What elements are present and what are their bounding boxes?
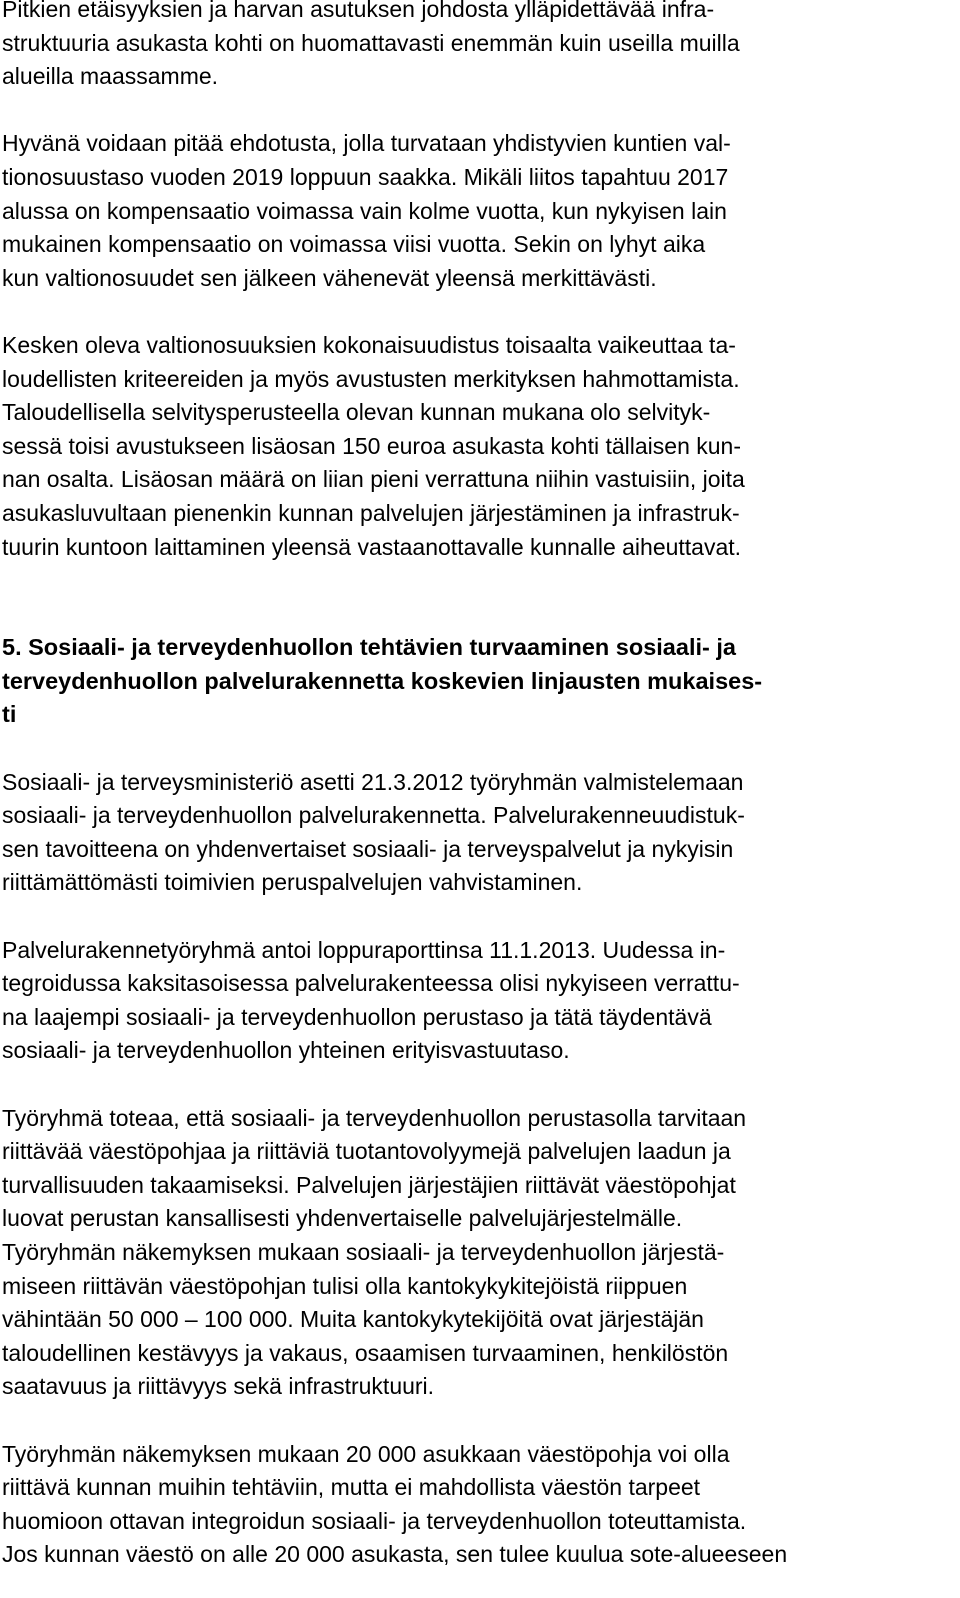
- text-line: na laajempi sosiaali- ja terveydenhuollon perustaso ja tätä täydentävä: [2, 1003, 712, 1030]
- text-line: huomioon ottavan integroidun sosiaali- ja terveydenhuollon toteuttamista.: [2, 1507, 747, 1534]
- text-line: struktuuria asukasta kohti on huomattavasti enemmän kuin useilla muilla: [2, 29, 740, 56]
- section-heading: [0, 631, 960, 732]
- text-line: riittävä kunnan muihin tehtäviin, mutta ei mahdollista väestön tarpeet: [2, 1474, 701, 1501]
- text-line: mukainen kompensaatio on voimassa viisi vuotta. Sekin on lyhyt aika: [2, 231, 706, 258]
- text-line: Jos kunnan väestö on alle 20 000 asukasta, sen tulee kuulua sote-alueeseen: [2, 1541, 788, 1568]
- text-line: Pitkien etäisyyksien ja harvan asutuksen johdosta ylläpidettävää infra-: [2, 0, 715, 22]
- text-line: sosiaali- ja terveydenhuollon yhteinen erityisvastuutaso.: [2, 1037, 570, 1064]
- paragraph-gap: [0, 1068, 960, 1102]
- paragraph: [0, 934, 960, 1068]
- paragraph-gap: [0, 900, 960, 934]
- text-line: Sosiaali- ja terveysministeriö asetti 21.3.2012 työryhmän valmistelemaan: [2, 768, 744, 795]
- text-line: luovat perustan kansallisesti yhdenvertaiselle palvelujärjestelmälle.: [2, 1205, 683, 1232]
- text-line: sen tavoitteena on yhdenvertaiset sosiaali- ja terveyspalvelut ja nykyisin: [2, 835, 734, 862]
- paragraph: [0, 329, 960, 564]
- text-line: saatavuus ja riittävyys sekä infrastruktuuri.: [2, 1373, 435, 1400]
- text-line: sessä toisi avustukseen lisäosan 150 euroa asukasta kohti tällaisen kun-: [2, 432, 741, 459]
- text-line: Palvelurakennetyöryhmä antoi loppuraporttinsa 11.1.2013. Uudessa in-: [2, 936, 726, 963]
- text-line: Hyvänä voidaan pitää ehdotusta, jolla turvataan yhdistyvien kuntien val-: [2, 130, 731, 157]
- paragraph-gap: [0, 732, 960, 766]
- paragraph: [0, 1102, 960, 1404]
- text-line: Työryhmän näkemyksen mukaan sosiaali- ja terveydenhuollon järjestä-: [2, 1238, 725, 1265]
- text-line: nan osalta. Lisäosan määrä on liian pieni verrattuna niihin vastuisiin, joita: [2, 466, 745, 493]
- text-line: alussa on kompensaatio voimassa vain kolme vuotta, kun nykyisen lain: [2, 197, 727, 224]
- text-line: alueilla maassamme.: [2, 63, 219, 90]
- text-line: turvallisuuden takaamiseksi. Palvelujen järjestäjien riittävät väestöpohjat: [2, 1171, 736, 1198]
- text-line: Kesken oleva valtionosuuksien kokonaisuudistus toisaalta vaikeuttaa ta-: [2, 331, 736, 358]
- text-line: miseen riittävän väestöpohjan tulisi olla kantokykykitejöistä riippuen: [2, 1272, 688, 1299]
- paragraph: [0, 127, 960, 295]
- text-line: kun valtionosuudet sen jälkeen vähenevät yleensä merkittävästi.: [2, 264, 657, 291]
- paragraph-gap: [0, 1404, 960, 1438]
- paragraph: [0, 0, 960, 94]
- text-line: Työryhmän näkemyksen mukaan 20 000 asukkaan väestöpohja voi olla: [2, 1440, 730, 1467]
- text-line: Työryhmä toteaa, että sosiaali- ja terveydenhuollon perustasolla tarvitaan: [2, 1104, 747, 1131]
- heading-line: 5. Sosiaali- ja terveydenhuollon tehtävien turvaaminen sosiaali- ja: [2, 634, 736, 661]
- paragraph-gap: [0, 598, 960, 632]
- paragraph-gap: [0, 295, 960, 329]
- text-line: taloudellinen kestävyys ja vakaus, osaamisen turvaaminen, henkilöstön: [2, 1339, 729, 1366]
- paragraph-gap: [0, 564, 960, 598]
- text-line: asukasluvultaan pienenkin kunnan palvelujen järjestäminen ja infrastruk-: [2, 499, 740, 526]
- text-line: Taloudellisella selvitysperusteella olevan kunnan mukana olo selvityk-: [2, 399, 711, 426]
- text-line: loudellisten kriteereiden ja myös avustusten merkityksen hahmottamista.: [2, 365, 740, 392]
- text-line: riittävää väestöpohjaa ja riittäviä tuotantovolyymejä palvelujen laadun ja: [2, 1138, 731, 1165]
- text-line: tionosuustaso vuoden 2019 loppuun saakka. Mikäli liitos tapahtuu 2017: [2, 163, 729, 190]
- text-line: vähintään 50 000 – 100 000. Muita kantokykytekijöitä ovat järjestäjän: [2, 1306, 704, 1333]
- paragraph: [0, 1438, 960, 1572]
- text-line: riittämättömästi toimivien peruspalvelujen vahvistaminen.: [2, 869, 583, 896]
- text-line: tuurin kuntoon laittaminen yleensä vastaanottavalle kunnalle aiheuttavat.: [2, 533, 742, 560]
- heading-line: ti: [2, 701, 17, 728]
- paragraph-gap: [0, 94, 960, 128]
- text-line: tegroidussa kaksitasoisessa palvelurakenteessa olisi nykyiseen verrattu-: [2, 970, 740, 997]
- heading-line: terveydenhuollon palvelurakennetta koskevien linjausten mukaises-: [2, 667, 763, 694]
- text-line: sosiaali- ja terveydenhuollon palvelurakennetta. Palvelurakenneuudistuk-: [2, 802, 745, 829]
- paragraph: [0, 766, 960, 900]
